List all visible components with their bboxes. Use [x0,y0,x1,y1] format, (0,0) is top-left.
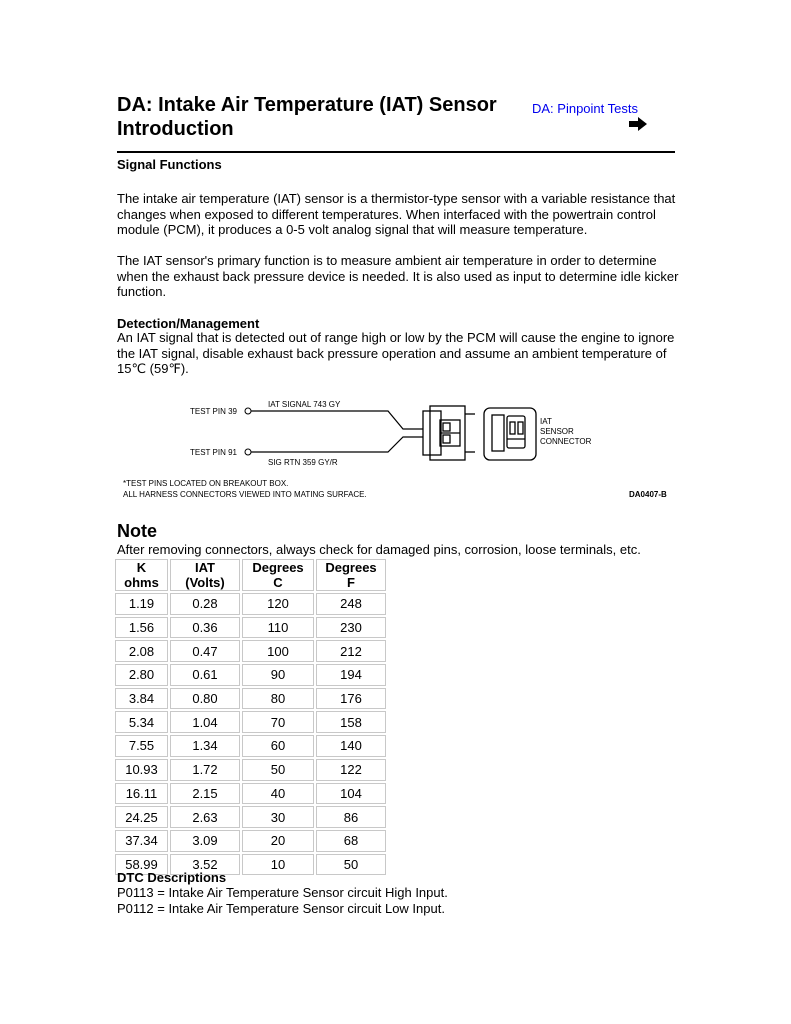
cell: 50 [242,759,314,781]
cell: 58.99 [115,854,168,876]
diagram-footnote-1: *TEST PINS LOCATED ON BREAKOUT BOX. [123,479,289,488]
dtc-line-1: P0113 = Intake Air Temperature Sensor circuit High Input. [117,885,448,900]
cell: 40 [242,783,314,805]
cell: 140 [316,735,386,757]
signal-functions-heading: Signal Functions [117,157,222,172]
cell: 0.61 [170,664,240,686]
test-pin-91-label: TEST PIN 91 [190,448,237,457]
cell: 90 [242,664,314,686]
cell: 80 [242,688,314,710]
page-title [117,93,517,141]
cell: 60 [242,735,314,757]
cell: 2.08 [115,640,168,662]
iat-wiring-diagram [118,392,678,504]
cell: 3.84 [115,688,168,710]
header-k-ohms: K ohms [115,559,168,591]
table-row [115,640,386,662]
cell: 2.63 [170,806,240,828]
right-arrow-icon[interactable] [628,116,648,132]
table-header-row [115,559,386,591]
cell: 3.52 [170,854,240,876]
cell: 230 [316,617,386,639]
cell: 24.25 [115,806,168,828]
cell: 122 [316,759,386,781]
pinpoint-tests-link[interactable]: DA: Pinpoint Tests [532,101,638,116]
header-degrees-f: Degrees F [316,559,386,591]
cell: 3.09 [170,830,240,852]
iat-resistance-table [113,557,388,877]
note-heading: Note [117,521,157,541]
cell: 50 [316,854,386,876]
cell: 10 [242,854,314,876]
cell: 2.80 [115,664,168,686]
cell: 0.80 [170,688,240,710]
detection-heading: Detection/Management [117,316,260,331]
cell: 10.93 [115,759,168,781]
cell: 86 [316,806,386,828]
table-row [115,593,386,615]
table-row [115,806,386,828]
detection-paragraph: An IAT signal that is detected out of range high or low by the PCM will cause the engine to ignore the IAT signal, disable exhaust back pressure operation and assume an ambient temperature of 15℃ (59℉). [117,330,675,376]
cell: 1.56 [115,617,168,639]
diagram-reference: DA0407-B [629,490,667,499]
note-text: After removing connectors, always check for damaged pins, corrosion, loose terminals, etc. [117,542,641,557]
cell: 110 [242,617,314,639]
cell: 7.55 [115,735,168,757]
sensor-connector [484,408,536,460]
cell: 20 [242,830,314,852]
cell: 194 [316,664,386,686]
cell: 68 [316,830,386,852]
cell: 16.11 [115,783,168,805]
signal-paragraph-2: The IAT sensor's primary function is to measure ambient air temperature in order to determine when the exhaust back pressure device is needed. It is also used as input to determine idle kicker function. [117,253,679,299]
table-row [115,759,386,781]
cell: 100 [242,640,314,662]
cell: 0.36 [170,617,240,639]
header-degrees-c: Degrees C [242,559,314,591]
cell: 1.19 [115,593,168,615]
cell: 158 [316,711,386,733]
cell: 120 [242,593,314,615]
table-row [115,830,386,852]
cell: 30 [242,806,314,828]
table-row [115,617,386,639]
title-line-1: DA: Intake Air Temperature (IAT) Sensor [117,94,497,116]
connector-word-label: CONNECTOR [540,437,592,446]
cell: 2.15 [170,783,240,805]
cell: 0.47 [170,640,240,662]
cell: 5.34 [115,711,168,733]
iat-connector-label: IAT [540,417,552,426]
sensor-connector-label: SENSOR [540,427,574,436]
title-line-2: Introduction [117,118,234,140]
signal-paragraph-1: The intake air temperature (IAT) sensor is a thermistor-type sensor with a variable resistance that changes when exposed to different temperatures. When interfaced with the powertrain control module (PCM), it produces a 0-5 volt analog signal that will measure temperature. [117,191,676,237]
cell: 248 [316,593,386,615]
cell: 212 [316,640,386,662]
cell: 1.72 [170,759,240,781]
table-row [115,688,386,710]
cell: 37.34 [115,830,168,852]
dtc-heading: DTC Descriptions [117,870,227,885]
header-iat-volts: IAT (Volts) [170,559,240,591]
dtc-line-2: P0112 = Intake Air Temperature Sensor circuit Low Input. [117,901,445,916]
test-pin-39-label: TEST PIN 39 [190,407,237,416]
table-row [115,711,386,733]
harness-connector [423,406,475,460]
title-divider [117,151,675,153]
cell: 104 [316,783,386,805]
cell: 1.34 [170,735,240,757]
iat-signal-label: IAT SIGNAL 743 GY [268,400,341,409]
cell: 0.28 [170,593,240,615]
table-row [115,664,386,686]
table-row [115,783,386,805]
sig-rtn-label: SIG RTN 359 GY/R [268,458,338,467]
cell: 176 [316,688,386,710]
diagram-footnote-2: ALL HARNESS CONNECTORS VIEWED INTO MATING SURFACE. [123,490,367,499]
table-row [115,735,386,757]
cell: 1.04 [170,711,240,733]
cell: 70 [242,711,314,733]
